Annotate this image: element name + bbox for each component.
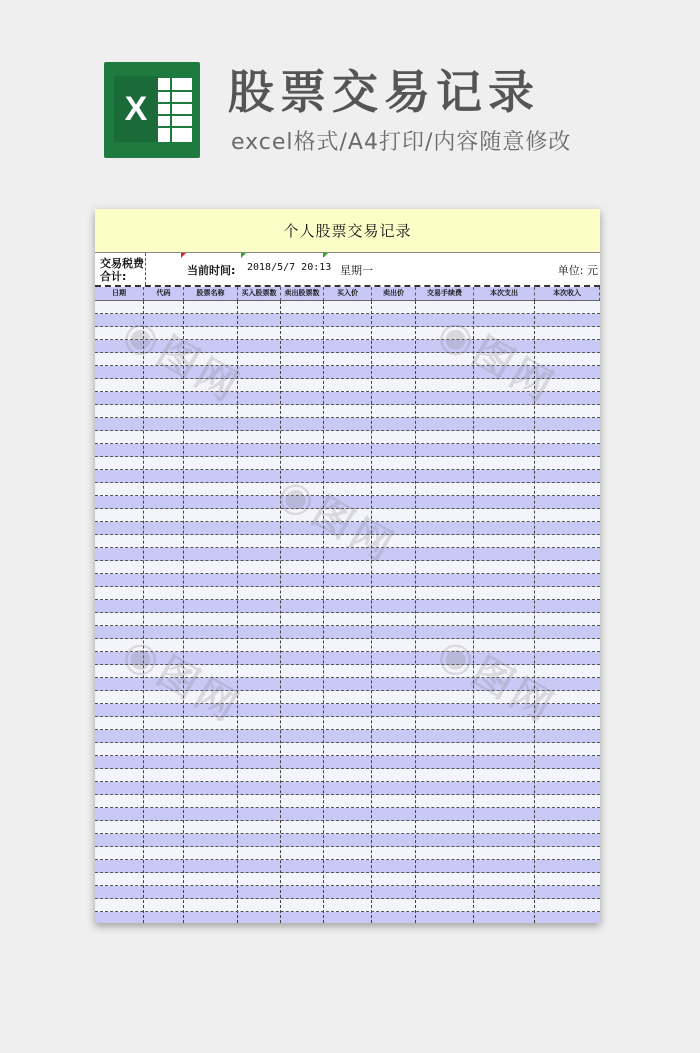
page-title: 股票交易记录 bbox=[228, 65, 540, 119]
comment-marker-icon bbox=[181, 253, 186, 258]
spreadsheet bbox=[95, 209, 600, 923]
total-fee-label: 交易税费合计: bbox=[100, 257, 144, 283]
watermark: ◉图网 bbox=[430, 308, 564, 413]
table-body bbox=[95, 301, 600, 923]
comment-marker-icon bbox=[241, 253, 246, 258]
column-header: 买入价 bbox=[324, 287, 372, 301]
logo-x-letter: X bbox=[114, 76, 158, 142]
watermark: ◉图网 bbox=[115, 308, 249, 413]
column-header: 卖出股票数 bbox=[281, 287, 324, 301]
column-header: 买入股票数 bbox=[238, 287, 281, 301]
info-row bbox=[95, 253, 600, 287]
unit-label: 单位: 元 bbox=[557, 264, 598, 277]
watermark: ◉图网 bbox=[270, 468, 404, 573]
column-header: 股票名称 bbox=[184, 287, 238, 301]
column-header: 代码 bbox=[144, 287, 184, 301]
column-header: 交易手续费 bbox=[416, 287, 474, 301]
column-header-row bbox=[95, 287, 600, 301]
column-header: 本次收入 bbox=[535, 287, 600, 301]
excel-logo-icon bbox=[104, 62, 200, 158]
watermark: ◉图网 bbox=[430, 628, 564, 733]
sheet-title: 个人股票交易记录 bbox=[95, 209, 600, 253]
watermark: ◉图网 bbox=[115, 628, 249, 733]
current-time-label: 当前时间: bbox=[187, 264, 236, 277]
column-header: 卖出价 bbox=[372, 287, 416, 301]
column-header: 本次支出 bbox=[474, 287, 535, 301]
weekday: 星期一 bbox=[340, 264, 373, 277]
column-header: 日期 bbox=[95, 287, 144, 301]
page-subtitle: excel格式/A4打印/内容随意修改 bbox=[231, 130, 572, 155]
current-datetime: 2018/5/7 20:13 bbox=[247, 262, 332, 273]
comment-marker-icon bbox=[323, 253, 328, 258]
